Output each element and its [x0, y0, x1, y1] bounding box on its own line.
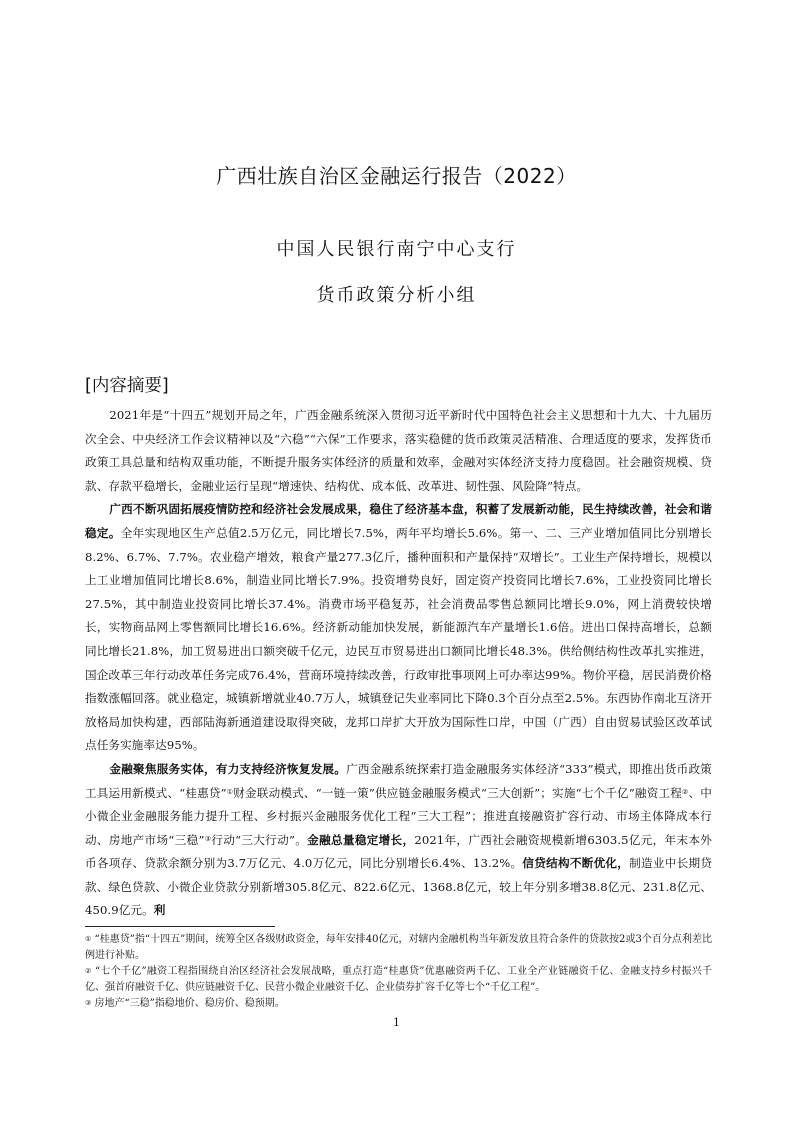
footnotes [85, 932, 712, 1012]
paragraph-3-text-c: 、中小微企业金融服务能力提升工程、乡村振兴金融服务优化工程“三大工程”；推进直接融资扩容行动、市场主体降成本行动、房地产市场“三稳” [85, 785, 712, 847]
footnote-1-number: ① [85, 935, 92, 943]
paragraph-2 [85, 498, 712, 758]
abstract-body [85, 404, 712, 923]
paragraph-1: 2021年是“十四五”规划开局之年，广西金融系统深入贯彻习近平新时代中国特色社会主义思想和十九大、十九届历次全会、中央经济工作会议精神以及“六稳”“六保”工作要求，落实稳健的货币政策灵活精准、合理适度的要求，发挥货币政策工具总量和结构双重功能，不断提升服务实体经济的质量和效率，金融对实体经济支持力度稳固。社会融资规模、贷款、存款平稳增长，金融业运行呈现“增速快、结构优、成本低、改革进、韧性强、风险降”特点。 [85, 408, 712, 493]
paragraph-3-text-b: 财金联动模式、“一链一策”供应链金融服务模式“三大创新”；实施“七个千亿”融资工程 [233, 785, 683, 800]
page-number: 1 [393, 1016, 400, 1029]
paragraph-3-text-f: 制造业中长期贷款、绿色贷款、小微企业贷款分别新增305.8亿元、822.6亿元、1368.8亿元，较上年分别多增38.8亿元、231.8亿元、450.9亿元。 [85, 856, 713, 918]
paragraph-2-lead: 广西不断巩固拓展疫情防控和经济社会发展成果，稳住了经济基本盘，积蓄了发展新动能，民生持续改善，社会和谐稳定。 [85, 502, 712, 540]
team-name: 货币政策分析小组 [316, 285, 477, 306]
paragraph-3 [85, 758, 712, 923]
footnote-2-number: ② [85, 967, 92, 975]
footnote-ref-2[interactable]: ② [682, 787, 689, 796]
paragraph-3-text-d: 行动“三大行动”。 [211, 832, 308, 847]
footnote-ref-1[interactable]: ① [226, 787, 234, 796]
footnote-3 [85, 996, 712, 1012]
issuer-name: 中国人民银行南宁中心支行 [276, 239, 517, 260]
footnote-divider [85, 926, 275, 927]
document-title: 广西壮族自治区金融运行报告（2022） [216, 164, 577, 188]
paragraph-3-bold-3: 信贷结构不断优化， [522, 856, 630, 871]
paragraph-3-text-a: 广西金融系统探索打造金融服务实体经济“333”模式，即推出货币政策工具运用新模式、“桂惠贷” [85, 761, 712, 800]
paragraph-3-text-e: 2021年，广西社会融资规模新增6303.5亿元，年末本外币各项存、贷款余额分别为3.7万亿元、4.0万亿元，同比分别增长6.4%、13.2%。 [85, 832, 712, 871]
footnote-2 [85, 964, 712, 996]
footnote-1 [85, 932, 712, 964]
paragraph-3-bold-4: 利 [153, 903, 166, 918]
footnote-2-text: “七个千亿”融资工程指围绕自治区经济社会发展战略，重点打造“桂惠贷”优惠融资两千亿、工业全产业链融资千亿、金融支持乡村振兴千亿、强首府融资千亿、供应链融资千亿、民营小微企业融资千亿、企业债券扩容千亿等七个“千亿工程”。 [85, 966, 712, 993]
footnote-3-number: ③ [85, 999, 92, 1007]
footnote-1-text: “桂惠贷”指“十四五”期间，统筹全区各级财政资金，每年安排40亿元，对辖内金融机构当年新发放且符合条件的贷款按2或3个百分点利差比例进行补贴。 [85, 934, 713, 961]
abstract-heading: [内容摘要] [85, 376, 169, 396]
paragraph-3-lead: 金融聚焦服务实体，有力支持经济恢复发展。 [109, 761, 347, 776]
paragraph-2-text: 全年实现地区生产总值2.5万亿元，同比增长7.5%，两年平均增长5.6%。第一、二、三产业增加值同比分别增长8.2%、6.7%、7.7%。农业稳产增效，粮食产量277.3亿斤，播种面积和产量保持“双增长”。工业生产保持增长，规模以上工业增加值同比增长8.6%，制造业同比增长7.9%。投资增势良好，固定资产投资同比增长7.6%，工业投资同比增长27.5%，其中制造业投资同比增长37.4%。消费市场平稳复苏，社会消费品零售总额同比增长9.0%，网上消费较快增长，实物商品网上零售额同比增长16.6%。经济新动能加快发展，新能源汽车产量增长1.6倍。进出口保持高增长，总额同比增长21.8%，加工贸易进出口额突破千亿元，边民互市贸易进出口额同比增长48.3%。供给侧结构性改革扎实推进，国企改革三年行动改革任务完成76.4%，营商环境持续改善，行政审批事项网上可办率达99%。物价平稳，居民消费价格指数涨幅回落。就业稳定，城镇新增就业40.7万人，城镇登记失业率同比下降0.3个百分点至2.5%。东西协作南北互济开放格局加快构建，西部陆海新通道建设取得突破，龙邦口岸扩大开放为国际性口岸，中国（广西）自由贸易试验区改革试点任务实施率达95%。 [85, 525, 712, 753]
paragraph-3-bold-2: 金融总量稳定增长， [307, 832, 415, 847]
footnote-ref-3[interactable]: ③ [204, 834, 212, 843]
footnote-3-text: 房地产“三稳”指稳地价、稳房价、稳预期。 [94, 998, 285, 1009]
